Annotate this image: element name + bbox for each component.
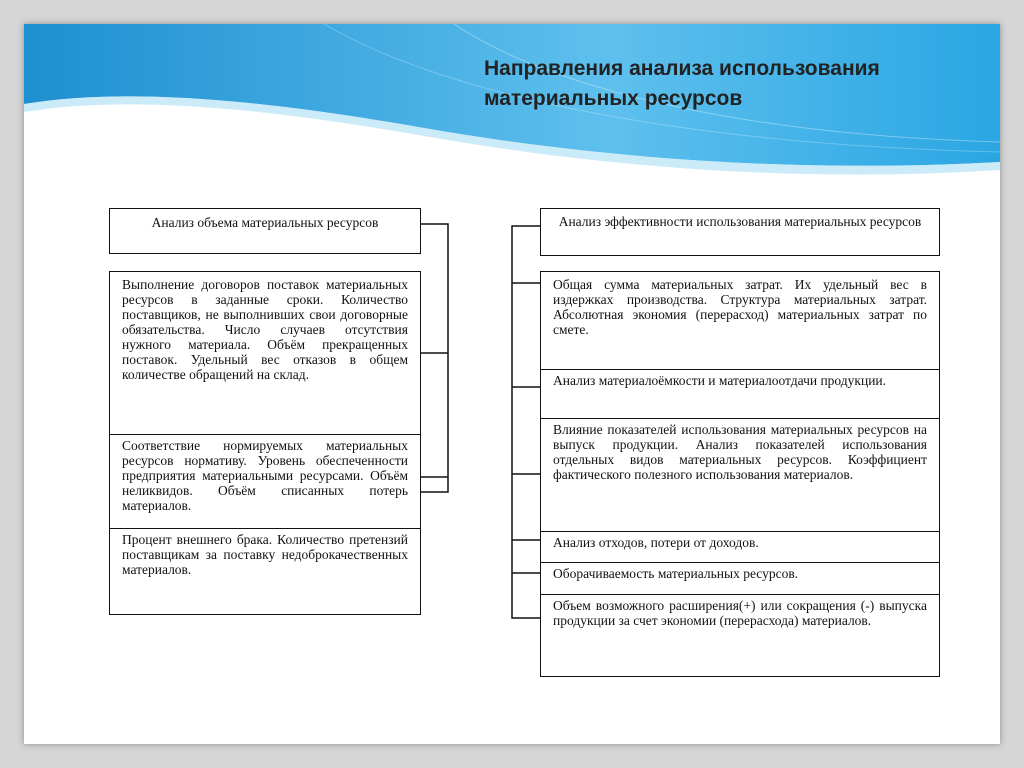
- right-header-box: [540, 208, 940, 256]
- left-item-1: Выполнение договоров поставок материальных ресурсов в заданные сроки. Количество поставщиков, не выполнивших свои договорные обязательства. Число случаев отсутствия нужного материала. Объём прекращенных поставок. Удельный вес отказов в общем количестве обращений на склад.: [122, 277, 408, 382]
- left-items-box: [109, 271, 421, 615]
- left-header-box: [109, 208, 421, 254]
- slide: [24, 24, 1000, 744]
- title-line-2: материальных ресурсов: [484, 87, 743, 110]
- left-item-2: Соответствие нормируемых материальных ресурсов нормативу. Уровень обеспеченности предприятия материальными ресурсами. Объём неликвидов. Объём списанных потерь материалов.: [110, 434, 420, 516]
- right-item-6: Объем возможного расширения(+) или сокращения (-) выпуска продукции за счет экономии (перерасхода) материалов.: [541, 594, 939, 631]
- right-item-5: Оборачиваемость материальных ресурсов.: [541, 562, 939, 584]
- diagram: [84, 190, 960, 674]
- right-item-2: Анализ материалоёмкости и материалоотдачи продукции.: [541, 369, 939, 391]
- left-item-3: Процент внешнего брака. Количество претензий поставщикам за поставку недоброкачественных материалов.: [110, 528, 420, 580]
- right-header-label: Анализ эффективности использования материальных ресурсов: [558, 214, 922, 229]
- slide-title: [484, 54, 984, 114]
- right-item-4: Анализ отходов, потери от доходов.: [541, 531, 939, 553]
- right-item-1: Общая сумма материальных затрат. Их удельный вес в издержках производства. Структура материальных затрат. Абсолютная экономия (перерасход) материальных затрат по смете.: [553, 277, 927, 337]
- left-header-label: Анализ объема материальных ресурсов: [151, 215, 379, 230]
- right-item-3: Влияние показателей использования материальных ресурсов на выпуск продукции. Анализ показателей использования отдельных видов материальных ресурсов. Коэффициент фактического полезного использования материалов.: [541, 418, 939, 485]
- title-line-1: Направления анализа использования: [484, 57, 880, 80]
- right-items-box: [540, 271, 940, 677]
